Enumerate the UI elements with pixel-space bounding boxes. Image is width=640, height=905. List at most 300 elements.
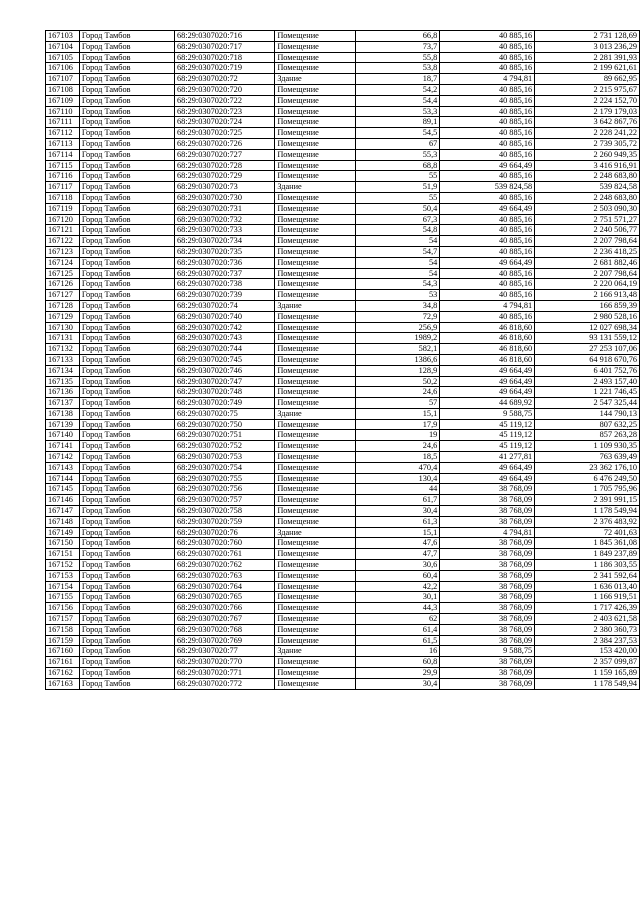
cadastral-number-cell: 68:29:0307020:766 xyxy=(174,603,274,614)
object-type-cell: Помещение xyxy=(275,257,355,268)
cadastral-value-cell: 2 731 128,69 xyxy=(535,31,640,42)
cadastral-number-cell: 68:29:0307020:752 xyxy=(174,441,274,452)
locality-cell: Город Тамбов xyxy=(79,592,174,603)
table-row xyxy=(46,635,640,646)
table-row xyxy=(46,41,640,52)
area-cell: 53,3 xyxy=(355,106,440,117)
area-cell: 29,9 xyxy=(355,668,440,679)
table-row xyxy=(46,408,640,419)
area-cell: 72,9 xyxy=(355,311,440,322)
table-row xyxy=(46,506,640,517)
locality-cell: Город Тамбов xyxy=(79,246,174,257)
cadastral-number-cell: 68:29:0307020:749 xyxy=(174,398,274,409)
table-row xyxy=(46,63,640,74)
cadastral-value-cell: 1 849 237,89 xyxy=(535,549,640,560)
cadastral-number-cell: 68:29:0307020:733 xyxy=(174,225,274,236)
table-row xyxy=(46,678,640,689)
cadastral-number-cell: 68:29:0307020:762 xyxy=(174,560,274,571)
table-row xyxy=(46,322,640,333)
locality-cell: Город Тамбов xyxy=(79,398,174,409)
locality-cell: Город Тамбов xyxy=(79,74,174,85)
table-body xyxy=(46,31,640,690)
specific-value-cell: 38 768,09 xyxy=(440,624,535,635)
area-cell: 61,7 xyxy=(355,495,440,506)
row-number-cell: 167132 xyxy=(46,344,80,355)
locality-cell: Город Тамбов xyxy=(79,646,174,657)
object-type-cell: Помещение xyxy=(275,387,355,398)
cadastral-number-cell: 68:29:0307020:739 xyxy=(174,290,274,301)
locality-cell: Город Тамбов xyxy=(79,430,174,441)
cadastral-number-cell: 68:29:0307020:718 xyxy=(174,52,274,63)
cadastral-number-cell: 68:29:0307020:734 xyxy=(174,236,274,247)
cadastral-number-cell: 68:29:0307020:758 xyxy=(174,506,274,517)
row-number-cell: 167159 xyxy=(46,635,80,646)
specific-value-cell: 38 768,09 xyxy=(440,603,535,614)
cadastral-number-cell: 68:29:0307020:760 xyxy=(174,538,274,549)
row-number-cell: 167135 xyxy=(46,376,80,387)
cadastral-value-cell: 2 493 157,40 xyxy=(535,376,640,387)
row-number-cell: 167126 xyxy=(46,279,80,290)
row-number-cell: 167155 xyxy=(46,592,80,603)
object-type-cell: Здание xyxy=(275,527,355,538)
area-cell: 47,6 xyxy=(355,538,440,549)
locality-cell: Город Тамбов xyxy=(79,268,174,279)
table-row xyxy=(46,538,640,549)
area-cell: 582,1 xyxy=(355,344,440,355)
cadastral-value-cell: 2 166 913,48 xyxy=(535,290,640,301)
area-cell: 15,1 xyxy=(355,527,440,538)
locality-cell: Город Тамбов xyxy=(79,473,174,484)
row-number-cell: 167139 xyxy=(46,419,80,430)
cadastral-number-cell: 68:29:0307020:75 xyxy=(174,408,274,419)
table-row xyxy=(46,84,640,95)
object-type-cell: Помещение xyxy=(275,581,355,592)
locality-cell: Город Тамбов xyxy=(79,376,174,387)
cadastral-number-cell: 68:29:0307020:753 xyxy=(174,452,274,463)
specific-value-cell: 40 885,16 xyxy=(440,31,535,42)
row-number-cell: 167133 xyxy=(46,354,80,365)
object-type-cell: Помещение xyxy=(275,84,355,95)
area-cell: 55,8 xyxy=(355,52,440,63)
cadastral-value-cell: 2 391 991,15 xyxy=(535,495,640,506)
cadastral-value-cell: 27 253 107,06 xyxy=(535,344,640,355)
specific-value-cell: 40 885,16 xyxy=(440,171,535,182)
locality-cell: Город Тамбов xyxy=(79,408,174,419)
object-type-cell: Помещение xyxy=(275,560,355,571)
specific-value-cell: 40 885,16 xyxy=(440,128,535,139)
object-type-cell: Помещение xyxy=(275,149,355,160)
table-row xyxy=(46,300,640,311)
row-number-cell: 167118 xyxy=(46,192,80,203)
cadastral-value-cell: 2 681 882,46 xyxy=(535,257,640,268)
locality-cell: Город Тамбов xyxy=(79,624,174,635)
object-type-cell: Помещение xyxy=(275,419,355,430)
cadastral-value-cell: 2 220 064,19 xyxy=(535,279,640,290)
specific-value-cell: 40 885,16 xyxy=(440,117,535,128)
locality-cell: Город Тамбов xyxy=(79,84,174,95)
cadastral-value-cell: 2 380 360,73 xyxy=(535,624,640,635)
cadastral-value-cell: 2 357 099,87 xyxy=(535,657,640,668)
cadastral-number-cell: 68:29:0307020:746 xyxy=(174,365,274,376)
locality-cell: Город Тамбов xyxy=(79,419,174,430)
locality-cell: Город Тамбов xyxy=(79,614,174,625)
table-row xyxy=(46,376,640,387)
row-number-cell: 167128 xyxy=(46,300,80,311)
cadastral-value-cell: 2 503 090,30 xyxy=(535,203,640,214)
row-number-cell: 167112 xyxy=(46,128,80,139)
cadastral-number-cell: 68:29:0307020:72 xyxy=(174,74,274,85)
table-row xyxy=(46,473,640,484)
locality-cell: Город Тамбов xyxy=(79,279,174,290)
row-number-cell: 167152 xyxy=(46,560,80,571)
area-cell: 54,7 xyxy=(355,246,440,257)
specific-value-cell: 40 885,16 xyxy=(440,192,535,203)
locality-cell: Город Тамбов xyxy=(79,452,174,463)
locality-cell: Город Тамбов xyxy=(79,549,174,560)
table-row xyxy=(46,138,640,149)
area-cell: 34,8 xyxy=(355,300,440,311)
object-type-cell: Помещение xyxy=(275,106,355,117)
specific-value-cell: 9 588,75 xyxy=(440,408,535,419)
area-cell: 89,1 xyxy=(355,117,440,128)
area-cell: 54,5 xyxy=(355,128,440,139)
table-row xyxy=(46,257,640,268)
object-type-cell: Помещение xyxy=(275,333,355,344)
cadastral-value-cell: 1 159 165,89 xyxy=(535,668,640,679)
cadastral-value-cell: 89 662,95 xyxy=(535,74,640,85)
table-row xyxy=(46,581,640,592)
locality-cell: Город Тамбов xyxy=(79,311,174,322)
row-number-cell: 167107 xyxy=(46,74,80,85)
locality-cell: Город Тамбов xyxy=(79,678,174,689)
cadastral-value-cell: 2 240 506,77 xyxy=(535,225,640,236)
specific-value-cell: 49 664,49 xyxy=(440,473,535,484)
table-row xyxy=(46,192,640,203)
table-row xyxy=(46,236,640,247)
object-type-cell: Здание xyxy=(275,74,355,85)
row-number-cell: 167153 xyxy=(46,570,80,581)
area-cell: 1386,6 xyxy=(355,354,440,365)
table-row xyxy=(46,182,640,193)
row-number-cell: 167122 xyxy=(46,236,80,247)
object-type-cell: Помещение xyxy=(275,171,355,182)
row-number-cell: 167121 xyxy=(46,225,80,236)
row-number-cell: 167124 xyxy=(46,257,80,268)
specific-value-cell: 38 768,09 xyxy=(440,635,535,646)
specific-value-cell: 38 768,09 xyxy=(440,614,535,625)
locality-cell: Город Тамбов xyxy=(79,344,174,355)
cadastral-number-cell: 68:29:0307020:761 xyxy=(174,549,274,560)
table-row xyxy=(46,387,640,398)
cadastral-value-cell: 1 178 549,94 xyxy=(535,506,640,517)
specific-value-cell: 38 768,09 xyxy=(440,549,535,560)
object-type-cell: Помещение xyxy=(275,322,355,333)
cadastral-value-cell: 2 260 949,35 xyxy=(535,149,640,160)
row-number-cell: 167146 xyxy=(46,495,80,506)
row-number-cell: 167145 xyxy=(46,484,80,495)
row-number-cell: 167144 xyxy=(46,473,80,484)
object-type-cell: Помещение xyxy=(275,138,355,149)
object-type-cell: Помещение xyxy=(275,668,355,679)
row-number-cell: 167120 xyxy=(46,214,80,225)
locality-cell: Город Тамбов xyxy=(79,95,174,106)
locality-cell: Город Тамбов xyxy=(79,484,174,495)
object-type-cell: Помещение xyxy=(275,657,355,668)
object-type-cell: Помещение xyxy=(275,462,355,473)
row-number-cell: 167151 xyxy=(46,549,80,560)
row-number-cell: 167162 xyxy=(46,668,80,679)
cadastral-number-cell: 68:29:0307020:726 xyxy=(174,138,274,149)
table-row xyxy=(46,117,640,128)
cadastral-number-cell: 68:29:0307020:727 xyxy=(174,149,274,160)
area-cell: 15,1 xyxy=(355,408,440,419)
object-type-cell: Помещение xyxy=(275,614,355,625)
cadastral-value-cell: 2 980 528,16 xyxy=(535,311,640,322)
cadastral-value-cell: 1 636 013,40 xyxy=(535,581,640,592)
cadastral-number-cell: 68:29:0307020:747 xyxy=(174,376,274,387)
row-number-cell: 167127 xyxy=(46,290,80,301)
cadastral-number-cell: 68:29:0307020:770 xyxy=(174,657,274,668)
area-cell: 55 xyxy=(355,171,440,182)
table-row xyxy=(46,516,640,527)
table-row xyxy=(46,171,640,182)
locality-cell: Город Тамбов xyxy=(79,462,174,473)
locality-cell: Город Тамбов xyxy=(79,570,174,581)
locality-cell: Город Тамбов xyxy=(79,236,174,247)
cadastral-number-cell: 68:29:0307020:772 xyxy=(174,678,274,689)
cadastral-number-cell: 68:29:0307020:730 xyxy=(174,192,274,203)
cadastral-value-cell: 3 013 236,29 xyxy=(535,41,640,52)
table-row xyxy=(46,646,640,657)
locality-cell: Город Тамбов xyxy=(79,106,174,117)
cadastral-number-cell: 68:29:0307020:757 xyxy=(174,495,274,506)
cadastral-value-cell: 144 790,13 xyxy=(535,408,640,419)
locality-cell: Город Тамбов xyxy=(79,581,174,592)
locality-cell: Город Тамбов xyxy=(79,290,174,301)
cadastral-value-cell: 2 739 305,72 xyxy=(535,138,640,149)
cadastral-value-cell: 2 179 179,03 xyxy=(535,106,640,117)
cadastral-number-cell: 68:29:0307020:716 xyxy=(174,31,274,42)
object-type-cell: Помещение xyxy=(275,473,355,484)
area-cell: 18,5 xyxy=(355,452,440,463)
table-row xyxy=(46,452,640,463)
cadastral-number-cell: 68:29:0307020:73 xyxy=(174,182,274,193)
locality-cell: Город Тамбов xyxy=(79,333,174,344)
cadastral-value-cell: 1 845 361,08 xyxy=(535,538,640,549)
specific-value-cell: 38 768,09 xyxy=(440,570,535,581)
area-cell: 256,9 xyxy=(355,322,440,333)
cadastral-number-cell: 68:29:0307020:736 xyxy=(174,257,274,268)
cadastral-number-cell: 68:29:0307020:735 xyxy=(174,246,274,257)
area-cell: 67,3 xyxy=(355,214,440,225)
area-cell: 66,8 xyxy=(355,31,440,42)
cadastral-value-cell: 1 221 746,45 xyxy=(535,387,640,398)
cadastral-value-cell: 2 207 798,64 xyxy=(535,268,640,279)
specific-value-cell: 40 885,16 xyxy=(440,84,535,95)
row-number-cell: 167149 xyxy=(46,527,80,538)
specific-value-cell: 40 885,16 xyxy=(440,225,535,236)
area-cell: 30,4 xyxy=(355,506,440,517)
area-cell: 55,3 xyxy=(355,149,440,160)
locality-cell: Город Тамбов xyxy=(79,257,174,268)
area-cell: 60,4 xyxy=(355,570,440,581)
cadastral-number-cell: 68:29:0307020:754 xyxy=(174,462,274,473)
cadastral-number-cell: 68:29:0307020:724 xyxy=(174,117,274,128)
object-type-cell: Помещение xyxy=(275,354,355,365)
object-type-cell: Помещение xyxy=(275,624,355,635)
specific-value-cell: 40 885,16 xyxy=(440,63,535,74)
cadastral-value-cell: 2 403 621,58 xyxy=(535,614,640,625)
table-row xyxy=(46,246,640,257)
row-number-cell: 167136 xyxy=(46,387,80,398)
specific-value-cell: 4 794,81 xyxy=(440,300,535,311)
specific-value-cell: 46 818,60 xyxy=(440,354,535,365)
cadastral-number-cell: 68:29:0307020:765 xyxy=(174,592,274,603)
cadastral-number-cell: 68:29:0307020:76 xyxy=(174,527,274,538)
object-type-cell: Здание xyxy=(275,646,355,657)
row-number-cell: 167125 xyxy=(46,268,80,279)
cadastral-number-cell: 68:29:0307020:755 xyxy=(174,473,274,484)
area-cell: 47,7 xyxy=(355,549,440,560)
cadastral-value-cell: 2 228 241,22 xyxy=(535,128,640,139)
object-type-cell: Помещение xyxy=(275,236,355,247)
specific-value-cell: 38 768,09 xyxy=(440,506,535,517)
locality-cell: Город Тамбов xyxy=(79,365,174,376)
specific-value-cell: 38 768,09 xyxy=(440,484,535,495)
area-cell: 44,3 xyxy=(355,603,440,614)
table-row xyxy=(46,549,640,560)
object-type-cell: Помещение xyxy=(275,41,355,52)
object-type-cell: Помещение xyxy=(275,376,355,387)
cadastral-number-cell: 68:29:0307020:764 xyxy=(174,581,274,592)
cadastral-number-cell: 68:29:0307020:738 xyxy=(174,279,274,290)
row-number-cell: 167109 xyxy=(46,95,80,106)
cadastral-value-cell: 153 420,00 xyxy=(535,646,640,657)
specific-value-cell: 9 588,75 xyxy=(440,646,535,657)
specific-value-cell: 38 768,09 xyxy=(440,495,535,506)
row-number-cell: 167114 xyxy=(46,149,80,160)
object-type-cell: Помещение xyxy=(275,506,355,517)
cadastral-value-cell: 12 027 698,34 xyxy=(535,322,640,333)
object-type-cell: Помещение xyxy=(275,246,355,257)
specific-value-cell: 40 885,16 xyxy=(440,138,535,149)
object-type-cell: Помещение xyxy=(275,268,355,279)
area-cell: 68,8 xyxy=(355,160,440,171)
cadastral-number-cell: 68:29:0307020:748 xyxy=(174,387,274,398)
area-cell: 61,5 xyxy=(355,635,440,646)
locality-cell: Город Тамбов xyxy=(79,322,174,333)
specific-value-cell: 45 119,12 xyxy=(440,419,535,430)
row-number-cell: 167157 xyxy=(46,614,80,625)
table-row xyxy=(46,106,640,117)
object-type-cell: Здание xyxy=(275,300,355,311)
object-type-cell: Помещение xyxy=(275,570,355,581)
cadastral-number-cell: 68:29:0307020:768 xyxy=(174,624,274,635)
area-cell: 57 xyxy=(355,398,440,409)
row-number-cell: 167143 xyxy=(46,462,80,473)
cadastral-number-cell: 68:29:0307020:767 xyxy=(174,614,274,625)
specific-value-cell: 40 885,16 xyxy=(440,246,535,257)
locality-cell: Город Тамбов xyxy=(79,603,174,614)
cadastral-number-cell: 68:29:0307020:723 xyxy=(174,106,274,117)
object-type-cell: Помещение xyxy=(275,63,355,74)
locality-cell: Город Тамбов xyxy=(79,128,174,139)
locality-cell: Город Тамбов xyxy=(79,354,174,365)
cadastral-number-cell: 68:29:0307020:729 xyxy=(174,171,274,182)
specific-value-cell: 46 818,60 xyxy=(440,333,535,344)
area-cell: 24,6 xyxy=(355,387,440,398)
specific-value-cell: 40 885,16 xyxy=(440,214,535,225)
object-type-cell: Помещение xyxy=(275,214,355,225)
cadastral-value-cell: 93 131 559,12 xyxy=(535,333,640,344)
locality-cell: Город Тамбов xyxy=(79,160,174,171)
locality-cell: Город Тамбов xyxy=(79,516,174,527)
specific-value-cell: 41 277,81 xyxy=(440,452,535,463)
object-type-cell: Помещение xyxy=(275,603,355,614)
row-number-cell: 167150 xyxy=(46,538,80,549)
table-row xyxy=(46,268,640,279)
cadastral-number-cell: 68:29:0307020:732 xyxy=(174,214,274,225)
cadastral-number-cell: 68:29:0307020:720 xyxy=(174,84,274,95)
specific-value-cell: 49 664,49 xyxy=(440,203,535,214)
table-row xyxy=(46,657,640,668)
table-row xyxy=(46,668,640,679)
area-cell: 470,4 xyxy=(355,462,440,473)
cadastral-value-cell: 23 362 176,10 xyxy=(535,462,640,473)
table-row xyxy=(46,214,640,225)
row-number-cell: 167147 xyxy=(46,506,80,517)
cadastral-value-cell: 6 401 752,76 xyxy=(535,365,640,376)
cadastral-value-cell: 1 178 549,94 xyxy=(535,678,640,689)
object-type-cell: Здание xyxy=(275,182,355,193)
table-row xyxy=(46,484,640,495)
area-cell: 130,4 xyxy=(355,473,440,484)
table-row xyxy=(46,592,640,603)
cadastral-value-cell: 2 236 418,25 xyxy=(535,246,640,257)
table-row xyxy=(46,430,640,441)
area-cell: 53,8 xyxy=(355,63,440,74)
cadastral-value-cell: 2 224 152,70 xyxy=(535,95,640,106)
cadastral-value-cell: 763 639,49 xyxy=(535,452,640,463)
object-type-cell: Помещение xyxy=(275,365,355,376)
area-cell: 62 xyxy=(355,614,440,625)
specific-value-cell: 40 885,16 xyxy=(440,236,535,247)
locality-cell: Город Тамбов xyxy=(79,225,174,236)
object-type-cell: Помещение xyxy=(275,117,355,128)
specific-value-cell: 49 664,49 xyxy=(440,160,535,171)
table-row xyxy=(46,441,640,452)
row-number-cell: 167140 xyxy=(46,430,80,441)
locality-cell: Город Тамбов xyxy=(79,657,174,668)
table-row xyxy=(46,527,640,538)
table-row xyxy=(46,419,640,430)
cadastral-number-cell: 68:29:0307020:719 xyxy=(174,63,274,74)
table-row xyxy=(46,74,640,85)
row-number-cell: 167123 xyxy=(46,246,80,257)
row-number-cell: 167104 xyxy=(46,41,80,52)
specific-value-cell: 45 119,12 xyxy=(440,441,535,452)
specific-value-cell: 40 885,16 xyxy=(440,52,535,63)
specific-value-cell: 46 818,60 xyxy=(440,322,535,333)
object-type-cell: Помещение xyxy=(275,484,355,495)
area-cell: 18,7 xyxy=(355,74,440,85)
object-type-cell: Помещение xyxy=(275,95,355,106)
area-cell: 42,2 xyxy=(355,581,440,592)
cadastral-value-cell: 2 207 798,64 xyxy=(535,236,640,247)
cadastral-number-cell: 68:29:0307020:751 xyxy=(174,430,274,441)
area-cell: 30,4 xyxy=(355,678,440,689)
cadastral-value-cell: 1 166 919,51 xyxy=(535,592,640,603)
